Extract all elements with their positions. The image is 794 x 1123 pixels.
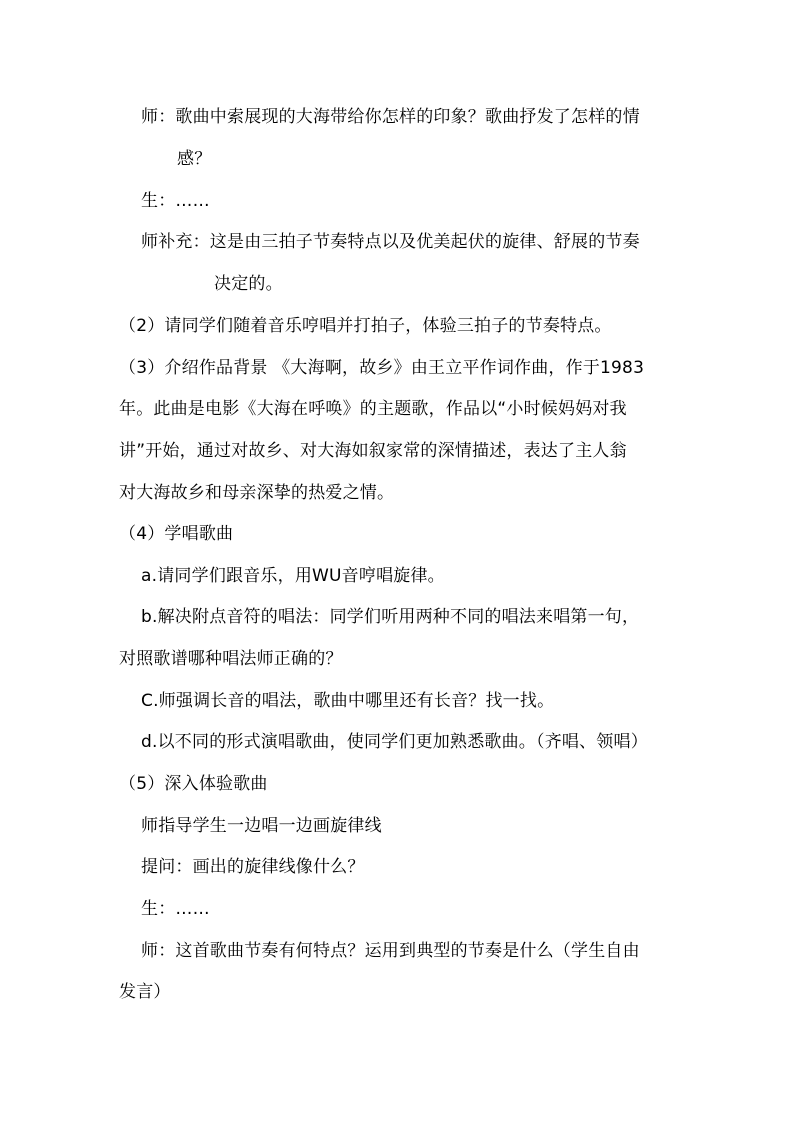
paragraph-line: （4）学唱歌曲 (119, 524, 234, 544)
paragraph-line: 师补充：这是由三拍子节奏特点以及优美起伏的旋律、舒展的节奏 (141, 232, 640, 252)
paragraph-line: 感？ (177, 149, 212, 169)
paragraph-line: 对照歌谱哪种唱法师正确的？ (119, 649, 343, 669)
paragraph-line: a.请同学们跟音乐，用WU音哼唱旋律。 (141, 566, 445, 586)
paragraph-line: 对大海故乡和母亲深挚的热爱之情。 (119, 483, 395, 503)
paragraph-line: b.解决附点音符的唱法：同学们听用两种不同的唱法来唱第一句， (141, 607, 640, 627)
paragraph-line: 生：…… (141, 899, 210, 919)
paragraph-line: C.师强调长音的唱法，歌曲中哪里还有长音？找一找。 (141, 691, 555, 711)
paragraph-line: （3）介绍作品背景 《大海啊，故乡》由王立平作词作曲，作于1983 (119, 358, 645, 378)
paragraph-line: 师：歌曲中索展现的大海带给你怎样的印象？歌曲抒发了怎样的情 (141, 107, 640, 127)
paragraph-line: 发言） (119, 982, 171, 1002)
paragraph-line: 提问：画出的旋律线像什么？ (141, 857, 365, 877)
paragraph-line: 讲”开始，通过对故乡、对大海如叙家常的深情描述，表达了主人翁 (119, 441, 627, 461)
paragraph-line: 年。此曲是电影《大海在呼唤》的主题歌，作品以“小时候妈妈对我 (119, 399, 627, 419)
paragraph-line: 生：…… (141, 191, 210, 211)
paragraph-line: 师：这首歌曲节奏有何特点？运用到典型的节奏是什么（学生自由 (141, 941, 640, 961)
paragraph-line: （5）深入体验歌曲 (119, 774, 268, 794)
paragraph-line: d.以不同的形式演唱歌曲，使同学们更加熟悉歌曲。（齐唱、领唱） (141, 732, 648, 752)
paragraph-line: 决定的。 (214, 274, 283, 294)
paragraph-line: （2）请同学们随着音乐哼唱并打拍子，体验三拍子的节奏特点。 (119, 316, 612, 336)
paragraph-line: 师指导学生一边唱一边画旋律线 (141, 816, 382, 836)
